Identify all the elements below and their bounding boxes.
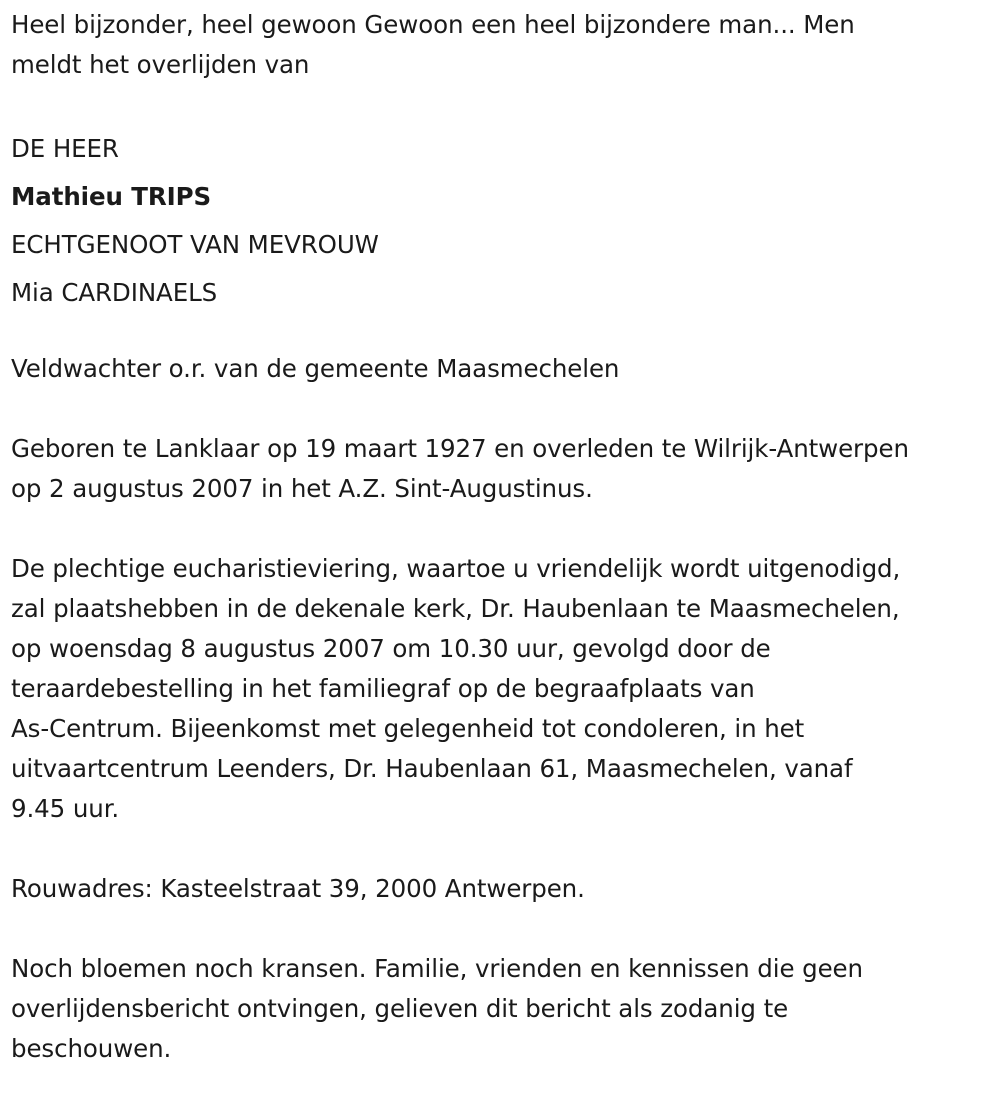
closing-paragraph	[11, 949, 996, 1069]
ceremony-line: De plechtige eucharistieviering, waartoe u vriendelijk wordt uitgenodigd,	[11, 554, 901, 583]
deceased-heading	[11, 125, 996, 317]
ceremony-line: zal plaatshebben in de dekenale kerk, Dr. Haubenlaan te Maasmechelen,	[11, 594, 900, 623]
mourning-address: Rouwadres: Kasteelstraat 39, 2000 Antwerpen.	[11, 874, 585, 903]
birth-death-paragraph	[11, 429, 996, 509]
ceremony-line: 9.45 uur.	[11, 794, 120, 823]
intro-line: meldt het overlijden van	[11, 50, 310, 79]
address-paragraph	[11, 869, 996, 909]
ceremony-line: uitvaartcentrum Leenders, Dr. Haubenlaan 61, Maasmechelen, vanaf	[11, 754, 853, 783]
deceased-name: Mathieu TRIPS	[11, 182, 212, 211]
ceremony-line: As-Centrum. Bijeenkomst met gelegenheid tot condoleren, in het	[11, 714, 805, 743]
honorific-title: DE HEER	[11, 134, 119, 163]
closing-line: Noch bloemen noch kransen. Familie, vrienden en kennissen die geen	[11, 954, 863, 983]
spouse-name: Mia CARDINAELS	[11, 278, 218, 307]
intro-line: Heel bijzonder, heel gewoon Gewoon een heel bijzondere man... Men	[11, 10, 855, 39]
birth-death-line: op 2 augustus 2007 in het A.Z. Sint-Augustinus.	[11, 474, 593, 503]
closing-line: beschouwen.	[11, 1034, 172, 1063]
occupation-line: Veldwachter o.r. van de gemeente Maasmechelen	[11, 354, 620, 383]
ceremony-paragraph	[11, 549, 996, 829]
ceremony-line: teraardebestelling in het familiegraf op de begraafplaats van	[11, 674, 755, 703]
obituary-notice	[11, 5, 996, 1109]
intro-paragraph	[11, 5, 996, 85]
occupation-paragraph	[11, 349, 996, 389]
closing-line: overlijdensbericht ontvingen, gelieven dit bericht als zodanig te	[11, 994, 789, 1023]
birth-death-line: Geboren te Lanklaar op 19 maart 1927 en overleden te Wilrijk-Antwerpen	[11, 434, 909, 463]
relation-label: ECHTGENOOT VAN MEVROUW	[11, 230, 379, 259]
ceremony-line: op woensdag 8 augustus 2007 om 10.30 uur, gevolgd door de	[11, 634, 771, 663]
